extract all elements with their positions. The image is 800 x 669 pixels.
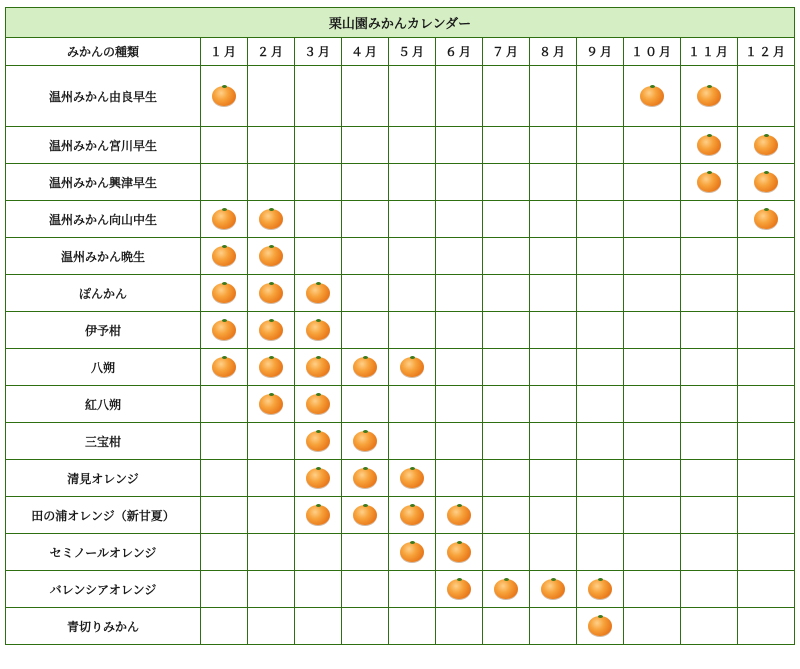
month-cell (624, 608, 681, 645)
variety-row (6, 66, 795, 127)
month-cell (681, 66, 738, 127)
orange-icon (447, 579, 471, 599)
month-cell (738, 460, 795, 497)
month-cell (624, 571, 681, 608)
month-cell (577, 127, 624, 164)
month-header: １１月 (681, 38, 738, 66)
month-cell (577, 423, 624, 460)
variety-name: 温州みかん由良早生 (6, 66, 201, 127)
month-cell (530, 386, 577, 423)
orange-icon (353, 357, 377, 377)
month-cell (248, 534, 295, 571)
orange-icon (588, 579, 612, 599)
month-cell (681, 238, 738, 275)
month-cell (389, 275, 436, 312)
month-cell (738, 66, 795, 127)
orange-icon (306, 283, 330, 303)
month-cell (738, 275, 795, 312)
month-cell (201, 275, 248, 312)
variety-name: 紅八朔 (6, 386, 201, 423)
month-cell (624, 201, 681, 238)
orange-icon (640, 86, 664, 106)
month-cell (577, 201, 624, 238)
month-cell (483, 127, 530, 164)
month-cell (389, 608, 436, 645)
month-cell (577, 386, 624, 423)
month-cell (738, 497, 795, 534)
mikan-calendar-table (5, 7, 795, 645)
month-cell (295, 238, 342, 275)
orange-icon (259, 320, 283, 340)
month-cell (389, 349, 436, 386)
month-cell (738, 386, 795, 423)
month-cell (436, 460, 483, 497)
month-header: １２月 (738, 38, 795, 66)
month-cell (389, 164, 436, 201)
month-cell (295, 460, 342, 497)
month-cell (389, 534, 436, 571)
month-cell (483, 275, 530, 312)
variety-row (6, 386, 795, 423)
variety-row (6, 423, 795, 460)
month-cell (436, 238, 483, 275)
month-cell (483, 571, 530, 608)
month-cell (201, 386, 248, 423)
month-cell (295, 66, 342, 127)
month-cell (483, 608, 530, 645)
orange-icon (494, 579, 518, 599)
orange-icon (697, 135, 721, 155)
orange-icon (754, 172, 778, 192)
month-cell (681, 423, 738, 460)
month-cell (295, 571, 342, 608)
month-cell (681, 349, 738, 386)
month-cell (295, 201, 342, 238)
month-cell (342, 164, 389, 201)
calendar-body (6, 66, 795, 645)
month-cell (342, 423, 389, 460)
month-cell (248, 201, 295, 238)
orange-icon (259, 209, 283, 229)
month-cell (295, 127, 342, 164)
month-cell (436, 534, 483, 571)
month-cell (577, 571, 624, 608)
month-cell (389, 386, 436, 423)
month-cell (738, 534, 795, 571)
variety-name: 温州みかん向山中生 (6, 201, 201, 238)
month-cell (577, 349, 624, 386)
month-cell (624, 386, 681, 423)
month-cell (201, 127, 248, 164)
orange-icon (306, 468, 330, 488)
orange-icon (259, 246, 283, 266)
month-cell (483, 164, 530, 201)
month-cell (436, 349, 483, 386)
month-cell (624, 497, 681, 534)
orange-icon (212, 246, 236, 266)
month-cell (624, 460, 681, 497)
month-cell (436, 164, 483, 201)
month-cell (201, 571, 248, 608)
month-cell (624, 312, 681, 349)
month-cell (738, 312, 795, 349)
orange-icon (306, 394, 330, 414)
orange-icon (212, 86, 236, 106)
month-cell (248, 608, 295, 645)
variety-column-header: みかんの種類 (6, 38, 201, 66)
variety-row (6, 238, 795, 275)
month-cell (530, 238, 577, 275)
month-cell (530, 349, 577, 386)
month-cell (624, 66, 681, 127)
month-cell (342, 534, 389, 571)
month-cell (681, 534, 738, 571)
variety-name: バレンシアオレンジ (6, 571, 201, 608)
variety-row (6, 201, 795, 238)
variety-name: 伊予柑 (6, 312, 201, 349)
month-cell (436, 275, 483, 312)
month-cell (295, 386, 342, 423)
orange-icon (212, 283, 236, 303)
month-cell (681, 608, 738, 645)
month-cell (248, 238, 295, 275)
month-cell (389, 571, 436, 608)
month-cell (248, 275, 295, 312)
header-row (6, 38, 795, 66)
month-cell (530, 608, 577, 645)
orange-icon (697, 172, 721, 192)
month-cell (577, 534, 624, 571)
month-cell (201, 349, 248, 386)
month-cell (201, 312, 248, 349)
month-cell (530, 127, 577, 164)
month-cell (342, 127, 389, 164)
month-cell (483, 201, 530, 238)
month-cell (248, 386, 295, 423)
month-cell (295, 423, 342, 460)
month-cell (436, 312, 483, 349)
month-cell (530, 201, 577, 238)
variety-name: 清見オレンジ (6, 460, 201, 497)
variety-name: 温州みかん興津早生 (6, 164, 201, 201)
month-cell (738, 608, 795, 645)
month-cell (624, 349, 681, 386)
orange-icon (306, 505, 330, 525)
month-header: ９月 (577, 38, 624, 66)
month-cell (436, 386, 483, 423)
month-cell (342, 275, 389, 312)
month-cell (530, 66, 577, 127)
month-header: １月 (201, 38, 248, 66)
orange-icon (400, 468, 424, 488)
month-cell (738, 201, 795, 238)
month-cell (681, 312, 738, 349)
orange-icon (306, 431, 330, 451)
month-cell (248, 571, 295, 608)
month-cell (248, 66, 295, 127)
orange-icon (212, 357, 236, 377)
month-cell (436, 66, 483, 127)
orange-icon (588, 616, 612, 636)
month-cell (624, 127, 681, 164)
orange-icon (400, 357, 424, 377)
orange-icon (306, 320, 330, 340)
orange-icon (306, 357, 330, 377)
month-cell (577, 608, 624, 645)
month-cell (483, 238, 530, 275)
month-cell (342, 571, 389, 608)
orange-icon (259, 283, 283, 303)
variety-name: 田の浦オレンジ（新甘夏） (6, 497, 201, 534)
month-cell (624, 164, 681, 201)
month-cell (483, 386, 530, 423)
orange-icon (353, 468, 377, 488)
month-cell (436, 571, 483, 608)
month-header: ６月 (436, 38, 483, 66)
month-cell (681, 164, 738, 201)
month-cell (201, 238, 248, 275)
month-cell (681, 201, 738, 238)
month-cell (295, 534, 342, 571)
month-cell (738, 127, 795, 164)
month-cell (201, 497, 248, 534)
month-cell (389, 201, 436, 238)
month-cell (201, 423, 248, 460)
month-cell (201, 534, 248, 571)
orange-icon (697, 86, 721, 106)
month-cell (530, 423, 577, 460)
month-cell (577, 497, 624, 534)
month-cell (295, 608, 342, 645)
month-cell (436, 127, 483, 164)
month-cell (483, 66, 530, 127)
variety-row (6, 571, 795, 608)
calendar-title: 栗山園みかんカレンダー (6, 8, 795, 38)
month-cell (389, 497, 436, 534)
month-cell (389, 460, 436, 497)
month-cell (483, 534, 530, 571)
month-cell (342, 386, 389, 423)
month-cell (738, 423, 795, 460)
month-cell (577, 460, 624, 497)
month-cell (530, 164, 577, 201)
month-cell (436, 423, 483, 460)
month-cell (436, 497, 483, 534)
orange-icon (400, 542, 424, 562)
orange-icon (353, 431, 377, 451)
month-cell (295, 312, 342, 349)
month-cell (436, 201, 483, 238)
month-cell (342, 312, 389, 349)
month-cell (342, 608, 389, 645)
month-cell (483, 349, 530, 386)
variety-row (6, 164, 795, 201)
month-cell (530, 497, 577, 534)
month-cell (436, 608, 483, 645)
month-cell (624, 534, 681, 571)
month-cell (483, 497, 530, 534)
month-cell (577, 312, 624, 349)
month-cell (681, 127, 738, 164)
month-cell (483, 312, 530, 349)
month-cell (738, 571, 795, 608)
month-header: １０月 (624, 38, 681, 66)
variety-row (6, 312, 795, 349)
month-cell (248, 349, 295, 386)
variety-row (6, 127, 795, 164)
orange-icon (447, 542, 471, 562)
month-cell (389, 66, 436, 127)
month-header: ８月 (530, 38, 577, 66)
month-cell (577, 238, 624, 275)
month-cell (577, 275, 624, 312)
variety-name: セミノールオレンジ (6, 534, 201, 571)
month-cell (248, 164, 295, 201)
month-cell (342, 201, 389, 238)
orange-icon (447, 505, 471, 525)
month-cell (738, 238, 795, 275)
month-cell (389, 312, 436, 349)
month-cell (624, 275, 681, 312)
month-cell (295, 164, 342, 201)
variety-row (6, 497, 795, 534)
month-cell (295, 349, 342, 386)
month-cell (389, 127, 436, 164)
variety-row (6, 534, 795, 571)
month-cell (201, 66, 248, 127)
variety-row (6, 460, 795, 497)
month-cell (248, 312, 295, 349)
month-cell (248, 460, 295, 497)
month-cell (738, 164, 795, 201)
month-cell (738, 349, 795, 386)
month-cell (342, 349, 389, 386)
month-cell (342, 238, 389, 275)
variety-name: 青切りみかん (6, 608, 201, 645)
variety-row (6, 608, 795, 645)
month-header: ３月 (295, 38, 342, 66)
variety-name: 温州みかん晩生 (6, 238, 201, 275)
month-cell (389, 238, 436, 275)
month-cell (681, 460, 738, 497)
orange-icon (212, 209, 236, 229)
variety-row (6, 349, 795, 386)
month-cell (681, 386, 738, 423)
month-cell (342, 460, 389, 497)
month-cell (577, 164, 624, 201)
month-cell (624, 423, 681, 460)
month-cell (342, 66, 389, 127)
variety-name: 三宝柑 (6, 423, 201, 460)
month-cell (530, 312, 577, 349)
month-cell (248, 497, 295, 534)
orange-icon (353, 505, 377, 525)
month-cell (342, 497, 389, 534)
month-cell (248, 127, 295, 164)
month-cell (295, 275, 342, 312)
month-cell (681, 571, 738, 608)
orange-icon (754, 209, 778, 229)
orange-icon (541, 579, 565, 599)
variety-row (6, 275, 795, 312)
month-cell (530, 275, 577, 312)
orange-icon (259, 357, 283, 377)
month-cell (295, 497, 342, 534)
orange-icon (259, 394, 283, 414)
month-cell (201, 201, 248, 238)
month-cell (681, 275, 738, 312)
month-header: ２月 (248, 38, 295, 66)
month-header: ４月 (342, 38, 389, 66)
month-cell (530, 571, 577, 608)
orange-icon (754, 135, 778, 155)
month-cell (483, 460, 530, 497)
month-cell (530, 534, 577, 571)
variety-name: 温州みかん宮川早生 (6, 127, 201, 164)
month-cell (681, 497, 738, 534)
month-header: ５月 (389, 38, 436, 66)
month-cell (248, 423, 295, 460)
month-cell (201, 460, 248, 497)
month-header: ７月 (483, 38, 530, 66)
month-cell (530, 460, 577, 497)
month-cell (201, 164, 248, 201)
orange-icon (400, 505, 424, 525)
month-cell (201, 608, 248, 645)
variety-name: ぽんかん (6, 275, 201, 312)
month-cell (624, 238, 681, 275)
variety-name: 八朔 (6, 349, 201, 386)
month-cell (483, 423, 530, 460)
orange-icon (212, 320, 236, 340)
month-cell (577, 66, 624, 127)
month-cell (389, 423, 436, 460)
